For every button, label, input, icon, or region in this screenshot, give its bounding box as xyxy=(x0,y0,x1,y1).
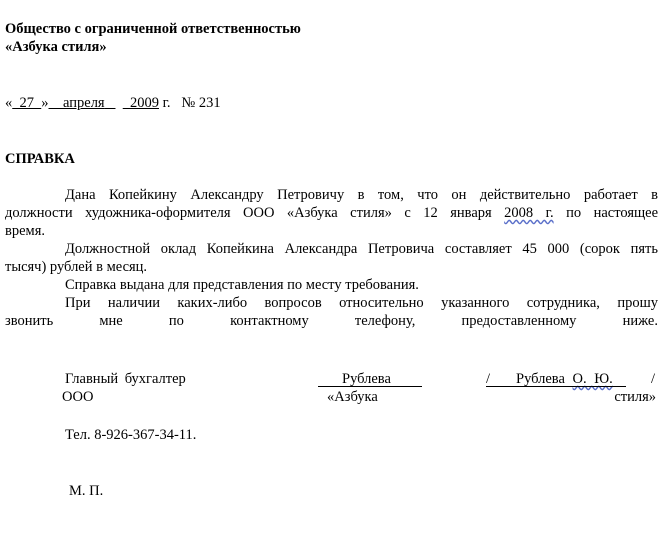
body-p2-line1: Должностной оклад Копейкина Александра Петровича составляет 45 000 (сорок пять xyxy=(65,241,658,257)
stamp-place: М. П. xyxy=(69,483,104,499)
body-p4-line1: При наличии каких-либо вопросов относительно указанного сотрудника, прошу xyxy=(65,295,658,311)
signature-slash-right: / xyxy=(651,371,656,387)
document-number: № 231 xyxy=(181,95,221,111)
body-p3-line1: Справка выдана для представления по месту требования. xyxy=(65,277,419,293)
signature-initials: О. Ю. xyxy=(572,371,613,387)
full-name-underline xyxy=(486,386,626,387)
signature-slash-left: / xyxy=(486,371,491,387)
signature-org-part2: стиля» xyxy=(614,389,656,405)
body-p2-line2: тысяч) рублей в месяц. xyxy=(5,259,148,275)
date-open-quote: « xyxy=(5,95,13,111)
body-p1-line2: должности художника-оформителя ООО «Азбука стиля» с 12 января 2008 г. по настоящее xyxy=(5,205,659,221)
signature-underline xyxy=(318,386,422,387)
body-p1-line1: Дана Копейкину Александру Петровичу в том, что он действительно работает в xyxy=(65,187,658,203)
signature-name: Рублева xyxy=(342,371,391,387)
signature-position-line1: Главный бухгалтер xyxy=(65,371,186,387)
date-close-quote: » xyxy=(41,95,49,111)
body-p4-line2: звонить мне по контактному телефону, предоставленному ниже. xyxy=(5,313,658,329)
body-p1-line3: время. xyxy=(5,223,46,239)
org-name-line1: Общество с ограниченной ответственностью xyxy=(5,21,301,37)
signature-full-name: Рублева О. Ю. xyxy=(516,371,613,387)
document-title: СПРАВКА xyxy=(5,151,75,167)
org-name-line2: «Азбука стиля» xyxy=(5,39,107,55)
date-year-suffix: г. xyxy=(162,95,171,111)
signature-org-part1: «Азбука xyxy=(327,389,378,405)
date-month: апреля xyxy=(63,95,105,111)
body-p1-year: 2008 г. xyxy=(504,205,554,221)
contact-phone: Тел. 8-926-367-34-11. xyxy=(65,427,197,443)
document-date-line xyxy=(5,94,221,112)
date-year: 2009 xyxy=(129,95,159,111)
signature-position-line2: ООО xyxy=(62,389,94,405)
date-day: 27 xyxy=(19,95,34,111)
